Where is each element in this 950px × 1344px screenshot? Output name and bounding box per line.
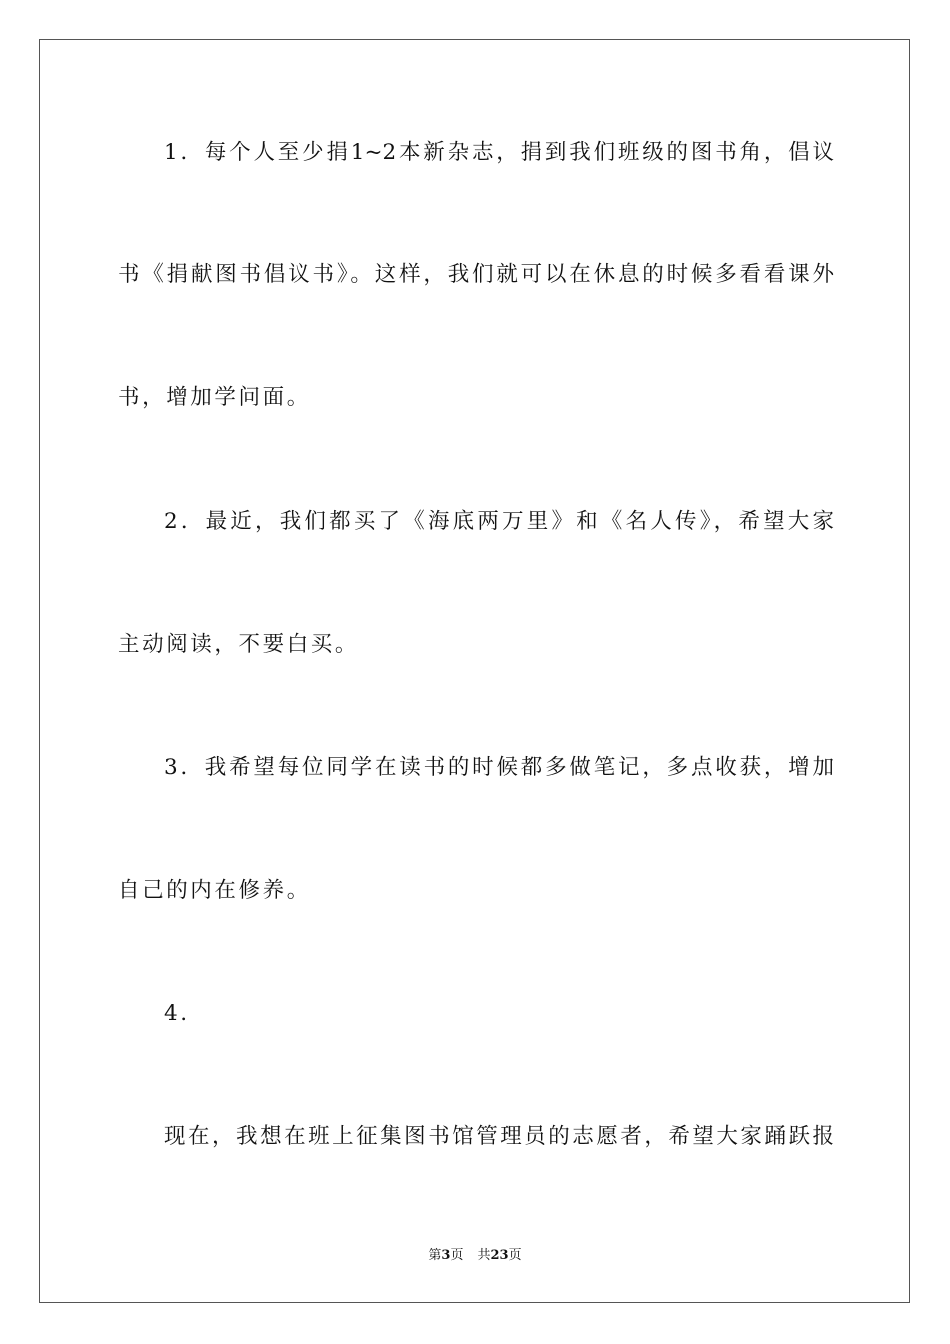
footer-page-number: 3 bbox=[441, 1248, 451, 1263]
footer-total-pages: 23 bbox=[490, 1248, 509, 1263]
footer-page-suffix: 页 bbox=[450, 1248, 464, 1263]
footer-total-prefix: 共 bbox=[477, 1248, 491, 1263]
paragraph-2-line-2: 主动阅读，不要白买。 bbox=[118, 632, 360, 657]
paragraph-5-line-1: 现在，我想在班上征集图书馆管理员的志愿者，希望大家踊跃报 bbox=[164, 1124, 834, 1149]
paragraph-1-line-2: 书《捐献图书倡议书》。这样，我们就可以在休息的时候多看看课外 bbox=[118, 262, 834, 287]
footer-total-suffix: 页 bbox=[508, 1248, 522, 1263]
paragraph-3-line-1: 3．我希望每位同学在读书的时候都多做笔记，多点收获，增加 bbox=[164, 755, 834, 780]
footer-page-prefix: 第 bbox=[428, 1248, 442, 1263]
paragraph-1-line-1: 1．每个人至少捐1~2本新杂志，捐到我们班级的图书角，倡议 bbox=[164, 140, 834, 165]
paragraph-2-line-1: 2．最近，我们都买了《海底两万里》和《名人传》，希望大家 bbox=[164, 509, 834, 534]
paragraph-1-line-3: 书，增加学问面。 bbox=[118, 385, 311, 410]
paragraph-4-line-1: 4. bbox=[164, 1001, 190, 1026]
page-frame bbox=[39, 39, 910, 1303]
page-footer bbox=[0, 1247, 950, 1265]
paragraph-3-line-2: 自己的内在修养。 bbox=[118, 878, 311, 903]
